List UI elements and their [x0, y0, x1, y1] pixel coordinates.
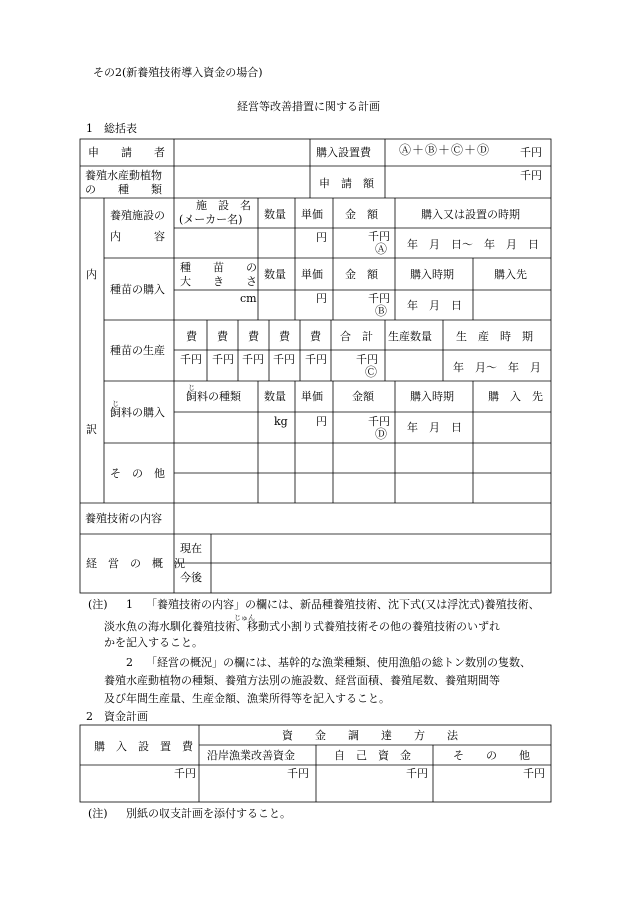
- facility-qty-header: 数量: [264, 208, 286, 221]
- production-period: 年 月〜 年 月: [453, 361, 541, 374]
- seedling-unit-price-header: 単価: [301, 268, 323, 281]
- section2-heading: 2 資金計画: [86, 710, 148, 723]
- seedling-cm-unit: cm: [240, 292, 257, 305]
- facility-name-header-2: (メーカー名): [179, 213, 243, 226]
- management-label: 経 営 の 概 況: [86, 557, 185, 570]
- cost-header-1: 費: [186, 330, 197, 343]
- facility-mark-a: Ⓐ: [375, 242, 388, 256]
- present-field[interactable]: [212, 535, 550, 562]
- production-mark-c: Ⓒ: [365, 365, 378, 379]
- notes1-item2-line3: 及び年間生産量、生産金額、漁業所得等を記入すること。: [104, 692, 390, 705]
- feed-qty-header: 数量: [264, 390, 286, 403]
- seedling-time-header: 購入時期: [410, 268, 454, 281]
- feed-date: 年 月 日: [407, 421, 462, 434]
- facility-amount-header: 金 額: [345, 208, 378, 221]
- page-title: 経営等改善措置に関する計画: [237, 100, 380, 113]
- notes1-item1-line3: かを記入すること。: [104, 636, 203, 649]
- notes1-item1-ruby: じゅん: [234, 614, 255, 622]
- technique-label: 養殖技術の内容: [85, 512, 162, 525]
- feed-source-header: 購 入 先: [488, 390, 543, 403]
- cost-unit-1: 千円: [180, 353, 202, 366]
- feed-type-header: 飼料の種類: [186, 390, 241, 403]
- section1-heading: 1 総括表: [86, 122, 137, 135]
- applicant-label: 申 請 者: [88, 146, 165, 159]
- facility-unit-price-header: 単価: [301, 208, 323, 221]
- notes1-item2-line2: 養殖水産動植物の種類、養殖方法別の施設数、経営面積、養殖尾数、養殖期間等: [104, 674, 500, 687]
- cost-header-3: 費: [248, 330, 259, 343]
- seedling-qty-header: 数量: [264, 268, 286, 281]
- cost-unit-2: 千円: [212, 353, 234, 366]
- feed-amount-header: 金額: [352, 390, 374, 403]
- production-total-unit: 千円: [356, 353, 378, 366]
- form-subtitle: その2(新養殖技術導入資金の場合): [93, 66, 263, 79]
- purchase-cost-header: 購 入 設 置 費: [94, 740, 193, 753]
- own-funds-header: 自 己 資 金: [334, 749, 411, 762]
- seedling-production-label: 種苗の生産: [110, 344, 165, 357]
- other-label: そ の 他: [110, 467, 165, 480]
- facility-time-header: 購入又は設置の時期: [421, 208, 520, 221]
- feed-mark-d: Ⓓ: [375, 427, 388, 441]
- production-output-header: 生産数量: [388, 330, 432, 343]
- production-total-header: 合 計: [340, 330, 373, 343]
- technique-field[interactable]: [175, 505, 550, 533]
- cost-header-4: 費: [279, 330, 290, 343]
- seedling-sen-yen: 千円: [368, 292, 390, 305]
- species-field[interactable]: [175, 168, 310, 196]
- feed-ruby: じ: [112, 400, 119, 408]
- notes1-item1-line2: 淡水魚の海水馴化養殖技術、移動式小割り式養殖技術その他の養殖技術のいずれ: [104, 620, 500, 633]
- feed-type-ruby: じ: [188, 384, 195, 392]
- feed-purchase-label: 飼料の購入: [110, 406, 165, 419]
- feed-sen-yen: 千円: [368, 415, 390, 428]
- feed-time-header: 購入時期: [410, 390, 454, 403]
- feed-kg-unit: kg: [274, 415, 288, 428]
- notes1-item2-line1: 「経営の概況」の欄には、基幹的な漁業種類、使用漁船の総トン数別の隻数、: [146, 656, 531, 669]
- cost-header-5: 費: [310, 330, 321, 343]
- notes2-text: 別紙の収支計画を添付すること。: [126, 807, 291, 820]
- purchase-cost-unit-cell: 千円: [174, 767, 196, 780]
- funding-method-header: 資 金 調 達 方 法: [282, 729, 458, 742]
- species-label-line2: の 種 類: [85, 183, 162, 196]
- seedling-amount-header: 金 額: [345, 268, 378, 281]
- seedling-size-header-1: 種 苗 の: [180, 261, 257, 274]
- cost-unit-5: 千円: [305, 353, 327, 366]
- feed-yen: 円: [316, 415, 327, 428]
- present-label: 現在: [180, 542, 202, 555]
- future-label: 今後: [180, 571, 202, 584]
- seedling-mark-b: Ⓑ: [375, 304, 388, 318]
- facility-sen-yen: 千円: [368, 230, 390, 243]
- breakdown-label-top: 内: [86, 268, 97, 281]
- other-funds-header: そ の 他: [453, 749, 530, 762]
- cost-header-2: 費: [217, 330, 228, 343]
- seedling-purchase-label: 種苗の購入: [110, 283, 165, 296]
- applicant-field[interactable]: [175, 146, 310, 164]
- breakdown-label-bottom: 訳: [86, 423, 97, 436]
- formula-text: Ⓐ＋Ⓑ＋Ⓒ＋Ⓓ: [399, 143, 491, 157]
- coastal-fund-header: 沿岸漁業改善資金: [207, 749, 295, 762]
- amount-requested-label: 申 請 額: [319, 177, 374, 190]
- feed-unit-price-header: 単価: [301, 390, 323, 403]
- species-label-line1: 養殖水産動植物: [85, 169, 162, 182]
- facility-yen: 円: [316, 231, 327, 244]
- facility-label-2: 内 容: [110, 230, 165, 243]
- seedling-yen: 円: [316, 292, 327, 305]
- cost-unit-3: 千円: [242, 353, 264, 366]
- amount-requested-unit: 千円: [520, 169, 542, 182]
- notes1-head: (注): [88, 598, 108, 611]
- cost-unit-4: 千円: [273, 353, 295, 366]
- facility-label-1: 養殖施設の: [110, 209, 165, 222]
- notes1-item1-line1: 「養殖技術の内容」の欄には、新品種養殖技術、沈下式(又は浮沈式)養殖技術、: [146, 598, 540, 611]
- seedling-size-header-2: 大 き さ: [180, 275, 257, 288]
- facility-period: 年 月 日〜 年 月 日: [407, 238, 539, 251]
- other-funds-unit-cell: 千円: [523, 767, 545, 780]
- purchase-cost-label: 購入設置費: [316, 146, 371, 159]
- seedling-source-header: 購入先: [494, 268, 527, 281]
- purchase-cost-unit: 千円: [520, 146, 542, 159]
- future-field[interactable]: [212, 564, 550, 592]
- production-period-header: 生 産 時 期: [456, 330, 533, 343]
- own-funds-unit-cell: 千円: [406, 767, 428, 780]
- seedling-date: 年 月 日: [407, 299, 462, 312]
- notes1-item2-num: 2: [126, 656, 133, 669]
- coastal-fund-unit-cell: 千円: [287, 767, 309, 780]
- facility-name-header-1: 施 設 名: [196, 199, 251, 212]
- notes2-head: (注): [88, 807, 108, 820]
- notes1-item1-num: 1: [126, 598, 133, 611]
